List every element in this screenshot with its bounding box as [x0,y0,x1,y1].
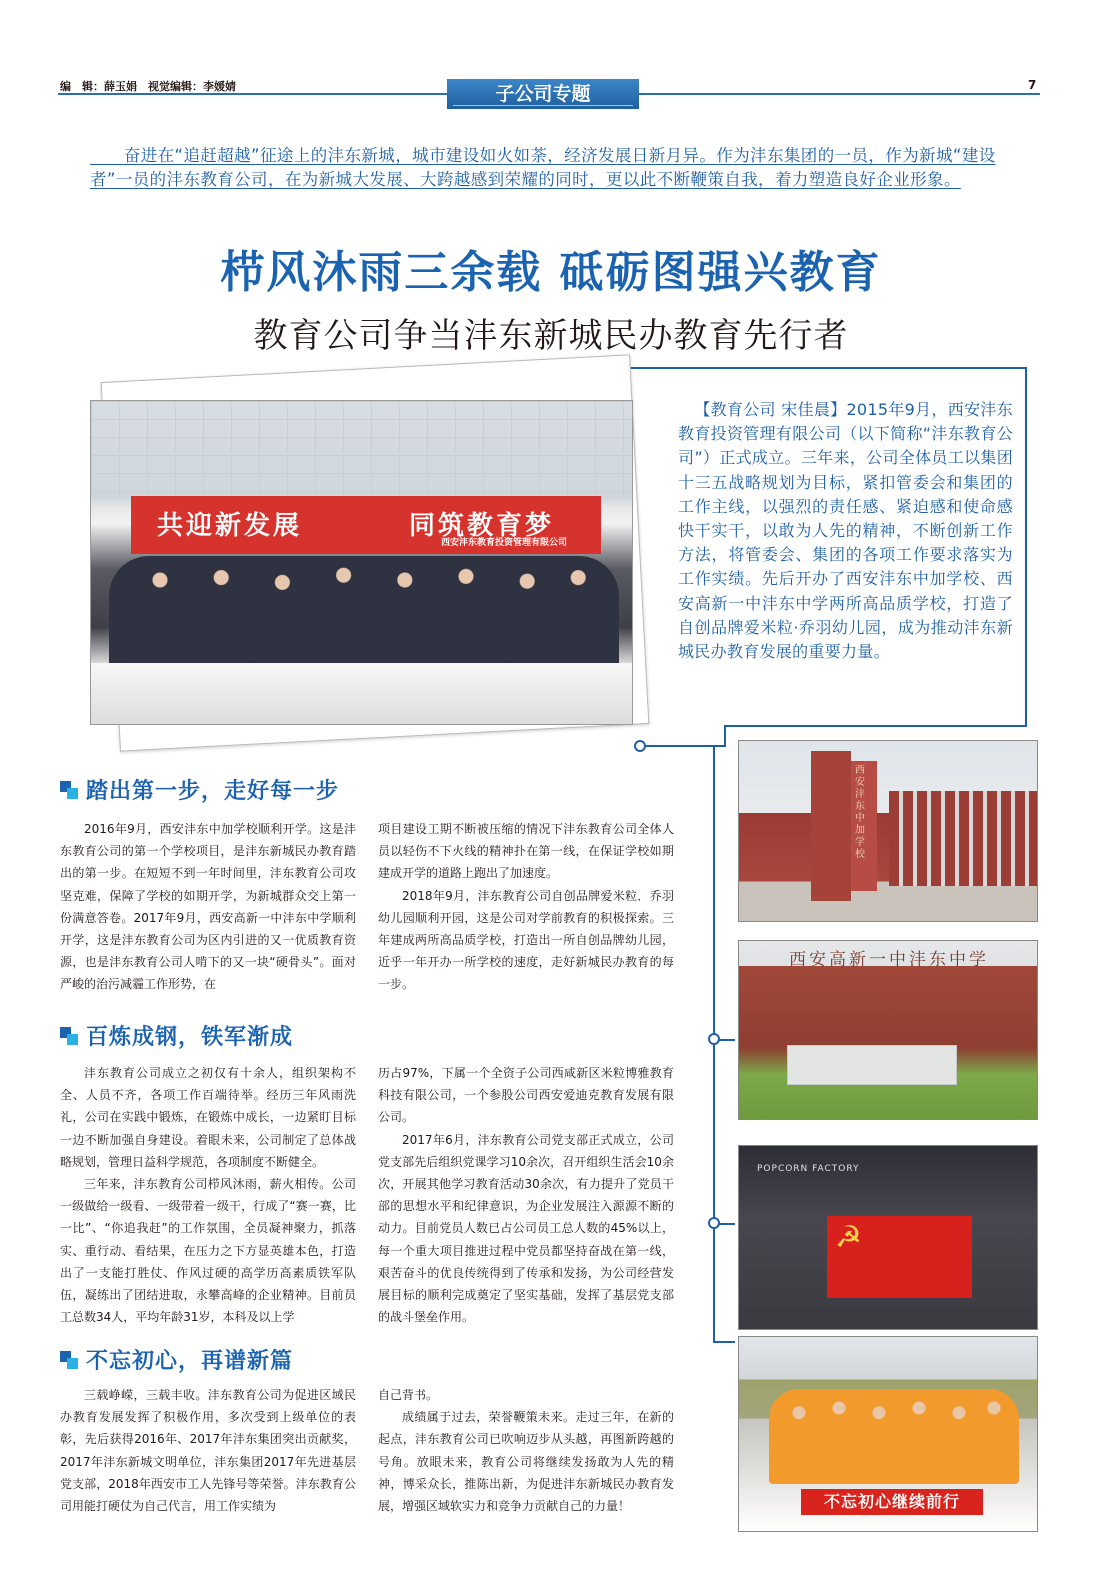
paragraph: 2017年6月，沣东教育公司党支部正式成立，公司党支部先后组织党课学习10余次，召开组织生活会10余次，开展其他学习教育活动30余次，有力提升了党员干部的思想水平和纪律意识，为企业发展注入源源不断的动力。目前党员人数已占公司员工总人数的45%以上，每一个重大项目推进过程中党员都坚持奋战在第一线，艰苦奋斗的优良传统得到了传承和发扬，为公司经营发展目标的顺利完成奠定了坚实基础，发挥了基层党支部的战斗堡垒作用。 [378,1132,674,1325]
section-3-col-2 [378,1384,674,1517]
connector-line [1025,367,1027,727]
section-3-col-1 [60,1384,356,1517]
section-2-col-1 [60,1062,356,1328]
banner-company: 西安沣东教育投资管理有限公司 [441,538,568,548]
paragraph: 三载峥嵘，三载丰收。沣东教育公司为促进区域民办教育发展发挥了积极作用，多次受到上级单位的表彰，先后获得2016年、2017年沣东集团突出贡献奖，2017年沣东新城文明单位，沣东集团2017年先进基层党支部，2018年西安市工人先锋号等荣誉。沣东教育公司用能打硬仗为自己代言，用工作实绩为 [60,1388,356,1514]
banner-text-left: 共迎新发展 [157,511,303,541]
group-people [109,556,619,676]
paragraph: 沣东教育公司成立之初仅有十余人，组织架构不全、人员不齐，各项工作百端待举。经历三年风雨洗礼，公司在实践中锻炼，在锻炼中成长，一边紧盯目标一边不断加强自身建设。着眼未来，公司制定了总体战略规划，管理日益科学规范，各项制度不断健全。 [60,1066,356,1169]
section-heading-1 [60,774,339,805]
banner-text-right: 同筑教育梦 [409,511,555,541]
school-gate [787,1045,957,1085]
team-crowd [769,1389,1019,1484]
paragraph: 2018年9月，沣东教育公司自创品牌爱米粒．乔羽幼儿园顺利开园，这是公司对学前教育的积极探索。三年建成两所高品质学校，打造出一所自创品牌幼儿园，近乎一年开办一所学校的速度，走好新城民办教育的每一步。 [378,888,674,992]
connector-line [713,1341,735,1343]
lead-paragraph [678,398,1013,664]
editors-credit: 编 辑：薛玉娟 视觉编辑：李媛婧 [60,80,236,93]
school-building [889,791,1038,886]
square-bullet-icon [60,1027,78,1045]
page-number: 7 [1028,78,1037,92]
hammer-sickle-icon: ☭ [835,1220,862,1255]
section-2-col-2 [378,1062,674,1328]
school-photo-1 [738,740,1038,922]
connector-line [724,725,726,747]
paragraph: 历占97%，下属一个全资子公司西咸新区米粒博雅教育科技有限公司，一个参股公司西安爱迪克教育发展有限公司。 [378,1066,674,1125]
team-banner: 不忘初心继续前行 [801,1489,983,1515]
section-1-col-2 [378,818,674,996]
school-sign-text: 西安沣东中加学校 [855,765,865,860]
paragraph: 自己背书。 [378,1388,439,1402]
square-bullet-icon [60,1351,78,1369]
section-heading-text: 踏出第一步，走好每一步 [86,779,340,804]
connector-line [724,725,1027,727]
connector-dot [708,1033,720,1045]
intro-paragraph [90,144,1018,192]
section-1-col-1 [60,818,356,996]
clock-tower [811,751,851,901]
section-heading-text: 百炼成钢，铁军渐成 [86,1025,294,1050]
conference-table [91,663,632,725]
paragraph: 2016年9月，西安沣东中加学校顺利开学。这是沣东教育公司的第一个学校项目，是沣东新城民办教育踏出的第一步。在短短不到一年时间里，沣东教育公司攻坚克难，保障了学校的如期开学，为新城群众交上第一份满意答卷。2017年9月，西安高新一中沣东中学顺利开学，这是沣东教育公司为区内引进的又一优质教育资源，也是沣东教育公司人啃下的又一块“硬骨头”。面对严峻的治污减霾工作形势，在 [60,822,356,992]
party-photo [738,1145,1038,1330]
sub-headline: 教育公司争当沣东新城民办教育先行者 [253,316,849,356]
group-photo [90,400,633,725]
section-heading-3 [60,1344,293,1375]
venue-sign: POPCORN FACTORY [757,1164,860,1174]
section-heading-2 [60,1020,293,1051]
section-tab: 子公司专题 [447,79,639,109]
paragraph: 三年来，沣东教育公司栉风沐雨，薪火相传。公司一级做给一级看、一级带着一级干，行成了“赛一赛，比一比”、“你追我赶”的工作氛围，全员凝神聚力，抓落实、重行动、看结果，在压力之下方显英雄本色，打造出了一支能打胜仗、作风过硬的高学历高素质铁军队伍，凝练出了团结进取，永攀高峰的企业精神。目前员工总数34人，平均年龄31岁，本科及以上学 [60,1177,356,1325]
lead-text: 【教育公司 宋佳晨】2015年9月，西安沣东教育投资管理有限公司（以下简称“沣东教育公司”）正式成立。三年来，公司全体员工以集团十三五战略规划为目标，紧扣管委会和集团的工作主线，以强烈的责任感、紧迫感和使命感快干实干，以敢为人先的精神，不断创新工作方法，将管委会、集团的各项工作要求落实为工作实绩。先后开办了西安沣东中加学校、西安高新一中沣东中学两所高品质学校，打造了自创品牌爱米粒·乔羽幼儿园，成为推动沣东新城民办教育发展的重要力量。 [678,400,1013,662]
square-bullet-icon [60,781,78,799]
paragraph: 成绩属于过去，荣誉鞭策未来。走过三年，在新的起点，沣东教育公司已吹响迈步从头越，再图新跨越的号角。放眼未来，教育公司将继续发扬敢为人先的精神，博采众长，推陈出新，为促进沣东新城民办教育发展，增强区域软实力和竞争力贡献自己的力量！ [378,1410,674,1514]
main-headline: 栉风沐雨三余载 砥砺图强兴教育 [220,247,882,298]
intro-text: 奋进在“追赶超越”征途上的沣东新城，城市建设如火如荼，经济发展日新月异。作为沣东集团的一员，作为新城“建设者”一员的沣东教育公司，在为新城大发展、大跨越感到荣耀的同时，更以此不断鞭策自我，着力塑造良好企业形象。 [90,146,996,189]
school-name-sign: 西安高新一中沣东中学 [789,950,989,970]
connector-dot [634,740,646,752]
ceiling [91,401,632,496]
paragraph: 项目建设工期不断被压缩的情况下沣东教育公司全体人员以轻伤不下火线的精神扑在第一线，在保证学校如期建成开学的道路上跑出了加速度。 [378,822,674,881]
connector-dot [708,1217,720,1229]
section-heading-text: 不忘初心，再谱新篇 [86,1349,294,1374]
school-photo-2 [738,940,1038,1120]
team-photo [738,1336,1038,1532]
